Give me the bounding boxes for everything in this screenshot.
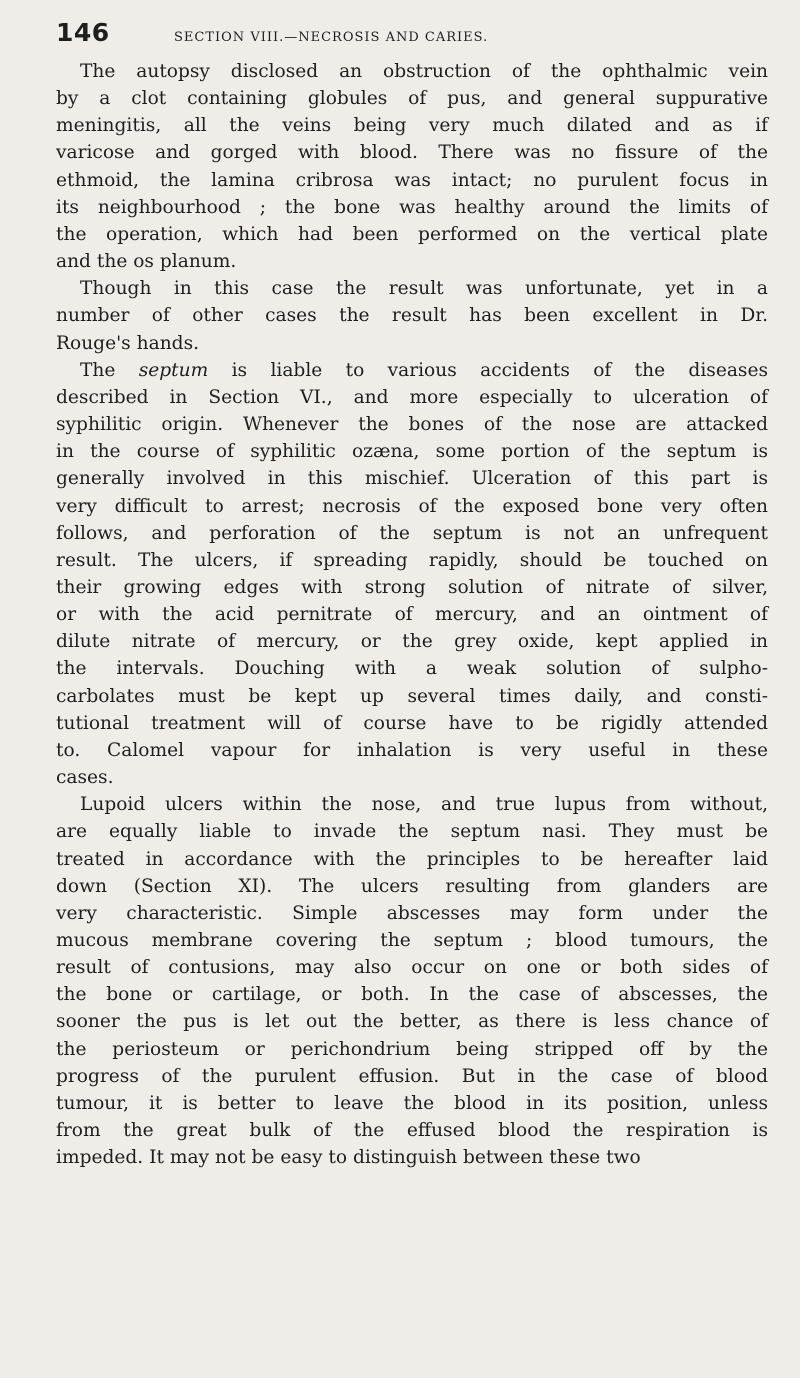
text-line: treated in accordance with the principles to be hereafter laid <box>56 848 768 870</box>
paragraph <box>56 275 768 356</box>
text-line <box>56 411 768 438</box>
text-line <box>56 764 768 791</box>
text-line: number of other cases the result has been excellent in Dr. <box>56 305 768 327</box>
text-segment: in the course of syphilitic ozæna, some portion of the septum is <box>56 441 768 463</box>
text-line: tumour, it is better to leave the blood in its position, unless <box>56 1092 768 1114</box>
text-line <box>56 465 768 492</box>
text-line: ethmoid, the lamina cribrosa was intact; no purulent focus in <box>56 169 768 191</box>
text-segment: result. The ulcers, if spreading rapidly, should be touched on <box>56 549 768 571</box>
text-line: the bone or cartilage, or both. In the case of abscesses, the <box>56 984 768 1006</box>
text-line: sooner the pus is let out the better, as there is less chance of <box>56 1011 768 1033</box>
text-segment: cases. <box>56 767 114 789</box>
page-number: 146 <box>56 18 110 47</box>
text-segment: to. Calomel vapour for inhalation is very useful in these <box>56 739 768 761</box>
text-line: are equally liable to invade the septum nasi. They must be <box>56 821 768 843</box>
text-line <box>56 655 768 682</box>
paragraph <box>56 58 768 275</box>
running-head <box>56 14 768 58</box>
text-line: mucous membrane covering the septum ; blood tumours, the <box>56 930 768 951</box>
text-segment: The <box>80 359 139 381</box>
text-segment: described in Section VI., and more especially to ulceration of <box>56 386 768 408</box>
text-line: impeded. It may not be easy to distinguish between these two <box>56 1147 641 1169</box>
text-line <box>56 384 768 411</box>
text-segment: tutional treatment will of course have to be rigidly attended <box>56 712 768 734</box>
text-line: by a clot containing globules of pus, and general suppurative <box>56 88 768 110</box>
section-title: SECTION VIII.—NECROSIS AND CARIES. <box>174 30 489 45</box>
text-segment: follows, and perforation of the septum is not an unfrequent <box>56 522 768 544</box>
text-line: Though in this case the result was unfortunate, yet in a <box>80 278 768 300</box>
text-line <box>56 438 768 465</box>
text-line: meningitis, all the veins being very much dilated and as if <box>56 115 768 137</box>
text-line <box>56 520 768 547</box>
text-line <box>56 574 768 601</box>
text-line: from the great bulk of the effused blood the respiration is <box>56 1120 768 1142</box>
text-line <box>56 710 768 737</box>
text-line <box>56 357 768 384</box>
paragraph <box>56 791 768 1171</box>
text-line: Rouge's hands. <box>56 332 200 354</box>
text-line <box>56 737 768 764</box>
text-segment: or with the acid pernitrate of mercury, and an ointment of <box>56 604 768 626</box>
text-line <box>56 601 768 628</box>
text-line: Lupoid ulcers within the nose, and true lupus from without, <box>80 794 768 816</box>
italic-term: septum <box>138 359 209 381</box>
text-segment: syphilitic origin. Whenever the bones of the nose are attacked <box>56 414 768 436</box>
text-line: and the os planum. <box>56 251 237 273</box>
text-line: its neighbourhood ; the bone was healthy around the limits of <box>56 196 768 218</box>
text-line <box>56 628 768 655</box>
text-line: the operation, which had been performed on the vertical plate <box>56 223 768 245</box>
text-line: progress of the purulent effusion. But in the case of blood <box>56 1065 768 1087</box>
text-segment: their growing edges with strong solution of nitrate of silver, <box>56 576 768 598</box>
text-segment: very difficult to arrest; necrosis of the exposed bone very often <box>56 495 768 517</box>
paragraph <box>56 357 768 792</box>
text-line: down (Section XI). The ulcers resulting from glanders are <box>56 875 768 897</box>
text-segment: generally involved in this mischief. Ulceration of this part is <box>56 468 768 490</box>
body-text <box>56 58 768 1171</box>
text-segment: dilute nitrate of mercury, or the grey oxide, kept applied in <box>56 631 768 653</box>
text-line: very characteristic. Simple abscesses may form under the <box>56 902 768 924</box>
text-line: varicose and gorged with blood. There was no fissure of the <box>56 142 768 164</box>
text-line: The autopsy disclosed an obstruction of the ophthalmic vein <box>80 61 768 82</box>
text-segment: is liable to various accidents of the diseases <box>208 359 768 381</box>
book-page <box>56 14 768 1171</box>
text-line <box>56 493 768 520</box>
text-line: result of contusions, may also occur on one or both sides of <box>56 957 768 979</box>
text-segment: the intervals. Douching with a weak solution of sulpho- <box>56 658 768 680</box>
text-line <box>56 683 768 710</box>
text-line: the periosteum or perichondrium being stripped off by the <box>56 1038 768 1060</box>
text-line <box>56 547 768 574</box>
text-segment: carbolates must be kept up several times daily, and consti- <box>56 685 768 707</box>
